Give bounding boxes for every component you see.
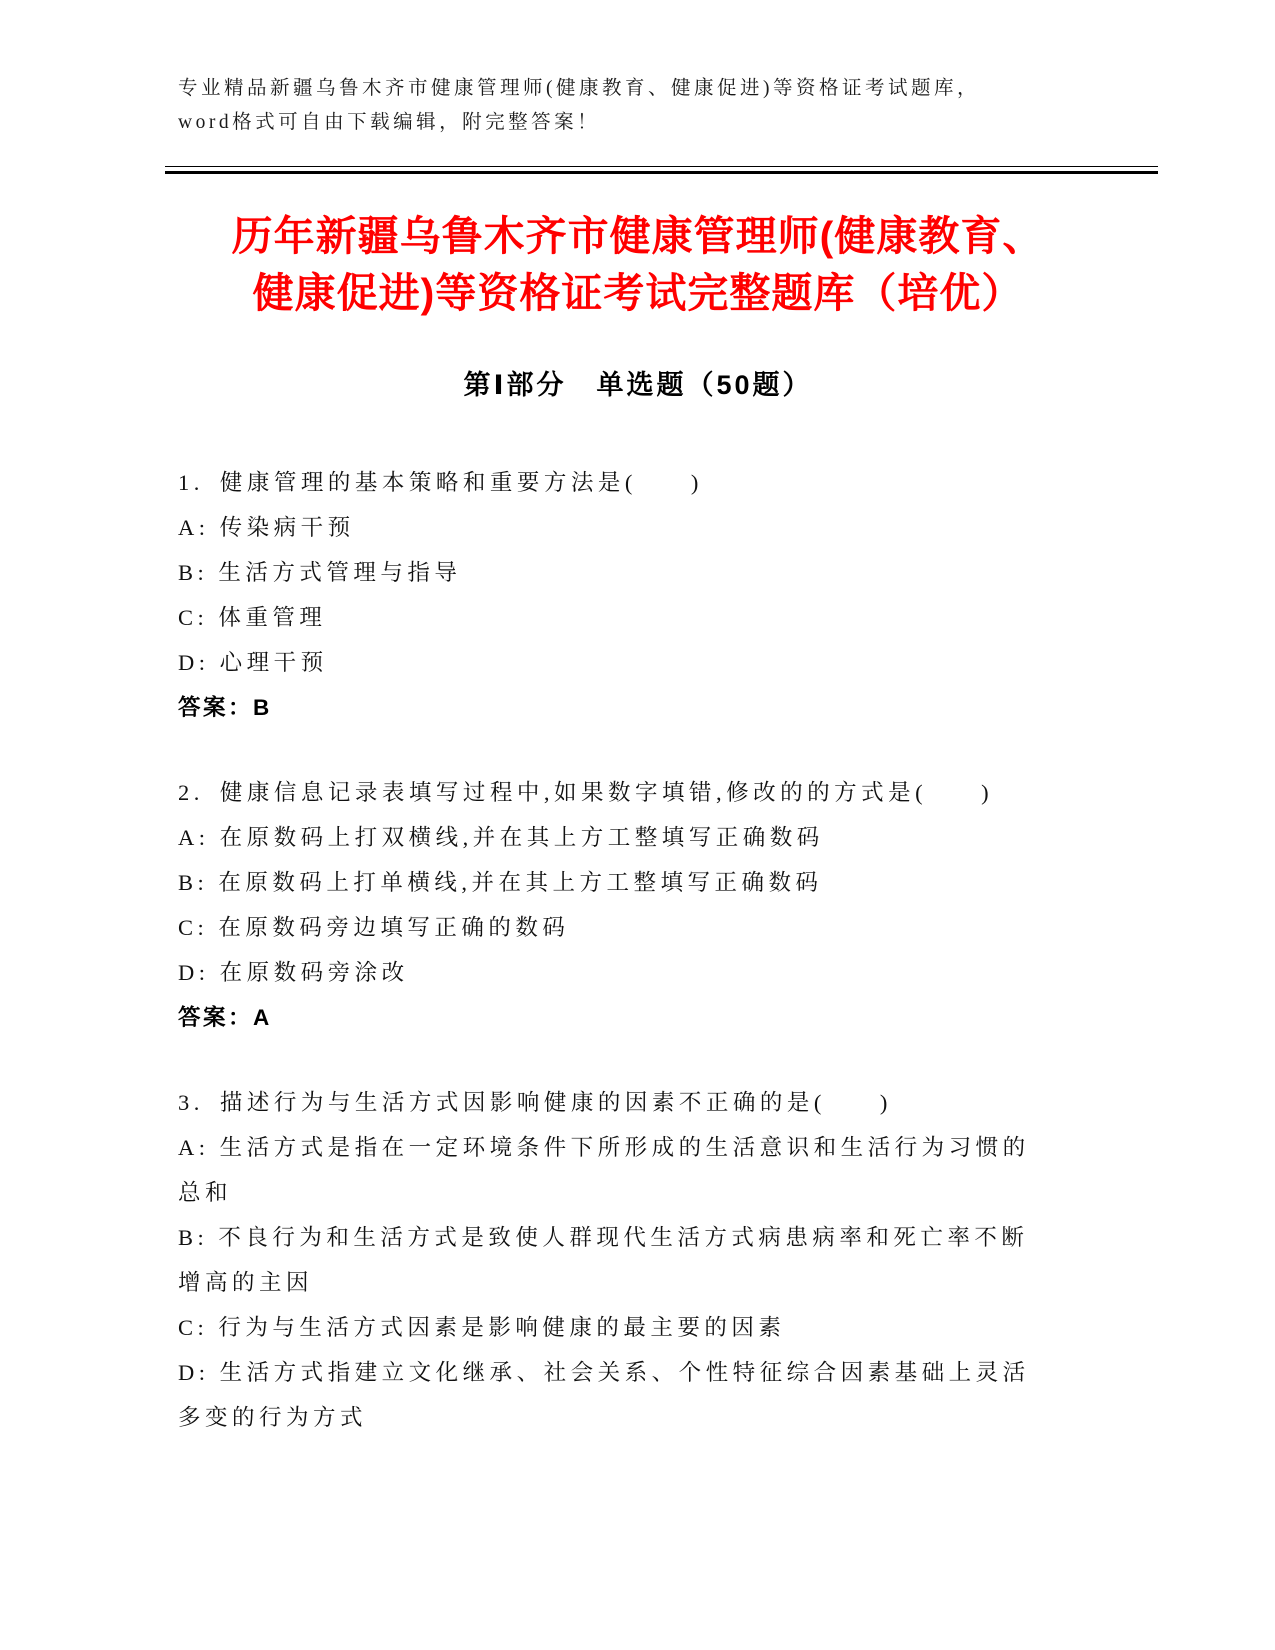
promo-line-2: word格式可自由下载编辑，附完整答案！: [178, 112, 601, 133]
promo-line-1: 专业精品新疆乌鲁木齐市健康管理师(健康教育、健康促进)等资格证考试题库，: [178, 78, 980, 99]
question-number: 3.: [178, 1090, 204, 1115]
option-line: A: 在原数码上打双横线,并在其上方工整填写正确数码: [178, 825, 824, 850]
question-number: 1.: [178, 470, 204, 495]
header-divider-rule: [165, 166, 1158, 174]
option-line: B: 在原数码上打单横线,并在其上方工整填写正确数码: [178, 870, 823, 895]
page-title: [178, 208, 1098, 322]
question-block-1: [178, 460, 1038, 730]
option-line: D: 生活方式指建立文化继承、社会关系、个性特征综合因素基础上灵活多变的行为方式: [178, 1360, 1030, 1430]
question-list: [178, 460, 1038, 1440]
question-text: [178, 460, 1038, 505]
question-text: [178, 770, 1038, 815]
answer-line: [178, 685, 1038, 730]
question-number: 2.: [178, 780, 204, 805]
option-line: C: 行为与生活方式因素是影响健康的最主要的因素: [178, 1315, 786, 1340]
option-line: C: 在原数码旁边填写正确的数码: [178, 915, 570, 940]
option-line: B: 不良行为和生活方式是致使人群现代生活方式病患病率和死亡率不断增高的主因: [178, 1225, 1029, 1295]
option-line: D: 在原数码旁涂改: [178, 960, 409, 985]
option-line: B: 生活方式管理与指导: [178, 560, 462, 585]
option-line: C: 体重管理: [178, 605, 327, 630]
section-heading: 第Ⅰ部分 单选题（50题）: [463, 370, 813, 400]
answer-label: 答案：: [178, 1005, 254, 1030]
option-line: A: 传染病干预: [178, 515, 355, 540]
header-promo: [178, 72, 1028, 140]
answer-value: A: [253, 1005, 272, 1030]
question-stem: 描述行为与生活方式因影响健康的因素不正确的是( ): [219, 1090, 892, 1115]
question-stem: 健康管理的基本策略和重要方法是( ): [219, 470, 703, 495]
question-stem: 健康信息记录表填写过程中,如果数字填错,修改的的方式是( ): [219, 780, 994, 805]
page-title-line-1: 历年新疆乌鲁木齐市健康管理师(健康教育、: [231, 213, 1045, 259]
option-line: D: 心理干预: [178, 650, 328, 675]
answer-value: B: [253, 695, 272, 720]
page-title-line-2: 健康促进)等资格证考试完整题库（培优）: [252, 270, 1024, 316]
question-block-2: [178, 770, 1038, 1040]
question-block-3: [178, 1080, 1038, 1440]
option-line: A: 生活方式是指在一定环境条件下所形成的生活意识和生活行为习惯的总和: [178, 1135, 1030, 1205]
question-text: [178, 1080, 1038, 1125]
answer-label: 答案：: [178, 695, 254, 720]
answer-line: [178, 995, 1038, 1040]
